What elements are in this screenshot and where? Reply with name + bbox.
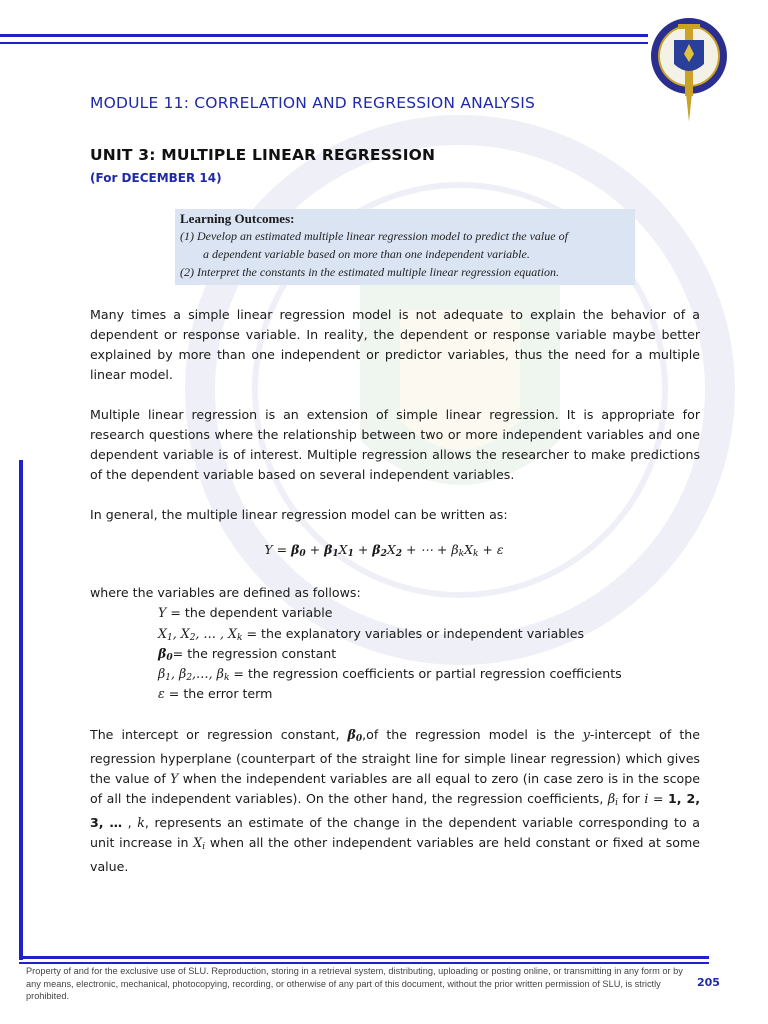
definitions-intro: where the variables are defined as follows: <box>90 585 361 600</box>
learning-outcome-2: (2) Interpret the constants in the estimated multiple linear regression equation. <box>180 265 559 279</box>
paragraph-general-form: In general, the multiple linear regression model can be written as: <box>90 507 508 522</box>
learning-outcome-1-cont: a dependent variable based on more than one independent variable. <box>203 247 530 261</box>
learning-outcome-1: (1) Develop an estimated multiple linear regression model to predict the value of <box>180 229 568 243</box>
learning-outcomes-title: Learning Outcomes: <box>180 211 295 226</box>
learning-outcomes-box <box>175 209 635 285</box>
copyright-footer: Property of and for the exclusive use of SLU. Reproduction, storing in a retrieval system, distributing, uploading or posting online, or transmitting in any form or by any means, electronic, mechanical, photocopying, recording, or otherwise of any part of this document, without the prior written permission of SLU, is strictly prohibited. <box>26 966 683 1002</box>
unit-date: (For DECEMBER 14) <box>90 171 222 185</box>
regression-equation: $Y = \beta_0 + \beta_1X_1 + \beta_2X_2$ + ⋯ + $\beta_kX_k + \varepsilon$ <box>264 542 504 559</box>
definition-x: $X_1$, $X_2$, … , $X_k$ = the explanatory variables or independent variables <box>158 626 585 643</box>
left-margin-rule <box>19 460 23 960</box>
header-rule-top <box>0 34 648 37</box>
definition-betas: $\beta_1$, $\beta_2,\dots$, $\beta_k$ = the regression coefficients or partial regression coefficients <box>158 666 622 683</box>
header-rule-bottom <box>0 42 648 44</box>
slu-logo <box>644 4 734 124</box>
unit-title: UNIT 3: MULTIPLE LINEAR REGRESSION <box>90 146 436 164</box>
paragraph-intro: Many times a simple linear regression model is not adequate to explain the behavior of a dependent or response variable. In reality, the dependent or response variable maybe better explained by more than one independent or predictor variables, thus the need for a multiple linear model. <box>90 307 700 382</box>
footer-rule-top <box>19 956 709 959</box>
footer-rule-bottom <box>19 962 709 964</box>
definition-y: Y = the dependent variable <box>158 605 333 620</box>
page-number: 205 <box>697 976 720 989</box>
paragraph-extension: Multiple linear regression is an extension of simple linear regression. It is appropriate for research questions where the relationship between two or more independent variables and one dependent variable is of interest. Multiple regression allows the researcher to make predictions of the dependent variable based on several independent variables. <box>90 407 700 482</box>
module-title: MODULE 11: CORRELATION AND REGRESSION ANALYSIS <box>90 94 536 112</box>
definition-epsilon: ε = the error term <box>158 686 273 701</box>
definition-beta0: $\beta_0=$ the regression constant <box>158 646 337 663</box>
paragraph-interpretation: The intercept or regression constant, $\beta_0,of$ the regression model is the y-intercept of the regression hyperplane (counterpart of the straight line for simple linear regression) which gives the value of Y when the independent variables are all equal to zero (in case zero is in the scope of all the independent variables). On the other hand, the regression coefficients, $\beta_i$ for i = 1, 2, 3, … , k, represents an estimate of the change in the dependent variable corresponding to a unit increase in $X_i$ when all the other independent variables are held constant or fixed at some value. <box>90 727 701 874</box>
